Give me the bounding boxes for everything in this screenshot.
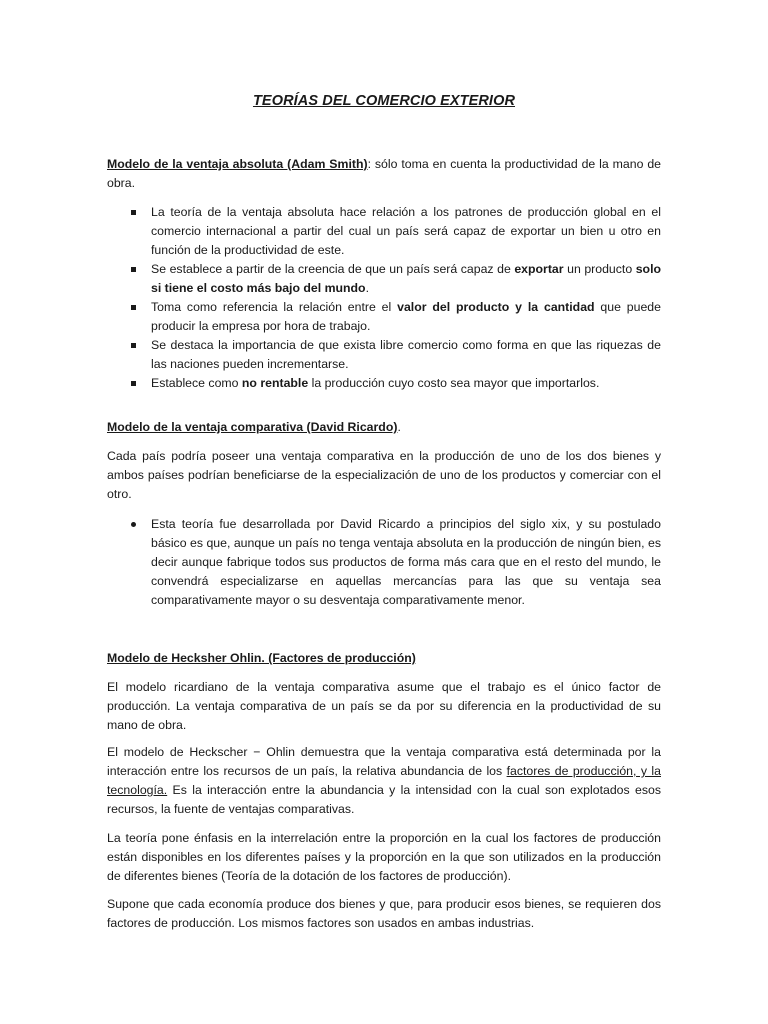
section-intro: Modelo de la ventaja absoluta (Adam Smith): sólo toma en cuenta la productividad de la mano de obra. (107, 157, 662, 190)
section-ventaja-absoluta (107, 155, 661, 193)
list-item: Se destaca la importancia de que exista libre comercio como forma en que las riquezas de las naciones pueden incrementarse. (107, 336, 661, 374)
bullet-list-comparativa (107, 515, 661, 610)
paragraph: El modelo ricardiano de la ventaja comparativa asume que el trabajo es el único factor de producción. La ventaja comparativa de un país se da por su diferencia en la productividad de su mano de obra. (107, 680, 661, 732)
list-item: Se establece a partir de la creencia de que un país será capaz de exportar un producto solo si tiene el costo más bajo del mundo. (107, 260, 661, 298)
paragraph: Cada país podría poseer una ventaja comparativa en la producción de uno de los dos bienes y ambos países podrían beneficiarse de la especialización de uno de los productos y comerciar con el otro. (107, 449, 661, 501)
paragraph: Supone que cada economía produce dos bienes y que, para producir esos bienes, se requieren dos factores de producción. Los mismos factores son usados en ambas industrias. (107, 897, 661, 930)
list-item: Esta teoría fue desarrollada por David Ricardo a principios del siglo xix, y su postulado básico es que, aunque un país no tenga ventaja absoluta en la producción de ningún bien, es decir aunque fabrique todos sus productos de forma más cara que en el resto del mundo, le convendrá especializarse en aquellas mercancías para las que su ventaja sea comparativamente mayor o su desventaja comparativamente menor. (107, 515, 661, 610)
section-heading: Modelo de la ventaja absoluta (Adam Smith) (107, 157, 368, 171)
paragraph: La teoría pone énfasis en la interrelación entre la proporción en la cual los factores de producción están disponibles en los diferentes países y la proporción en la que son utilizados en la producción de diferentes bienes (Teoría de la dotación de los factores de producción). (107, 831, 661, 883)
section-heading: Modelo de Hecksher Ohlin. (Factores de producción) (107, 651, 416, 665)
list-item: La teoría de la ventaja absoluta hace relación a los patrones de producción global en el comercio internacional a partir del cual un país será capaz de exportar un bien u otro en función de la productividad de este. (107, 203, 661, 260)
paragraph: El modelo de Heckscher − Ohlin demuestra que la ventaja comparativa está determinada por la interacción entre los recursos de un país, la relativa abundancia de los factores de producción, y la tecnología. Es la interacción entre la abundancia y la intensidad con la cual son explotados esos recursos, la fuente de ventajas comparativas. (107, 745, 661, 816)
page-title: TEORÍAS DEL COMERCIO EXTERIOR (252, 93, 516, 109)
section-heckscher-ohlin (107, 649, 661, 668)
section-heading: Modelo de la ventaja comparativa (David Ricardo) (107, 420, 398, 434)
bullet-list-absoluta (107, 203, 661, 393)
section-ventaja-comparativa: Modelo de la ventaja comparativa (David Ricardo). (107, 420, 401, 434)
list-item: Toma como referencia la relación entre el valor del producto y la cantidad que puede producir la empresa por hora de trabajo. (107, 298, 661, 336)
list-item: Establece como no rentable la producción cuyo costo sea mayor que importarlos. (107, 374, 661, 393)
underlined-link-text: factores de producción, y la tecnología. (107, 764, 661, 797)
